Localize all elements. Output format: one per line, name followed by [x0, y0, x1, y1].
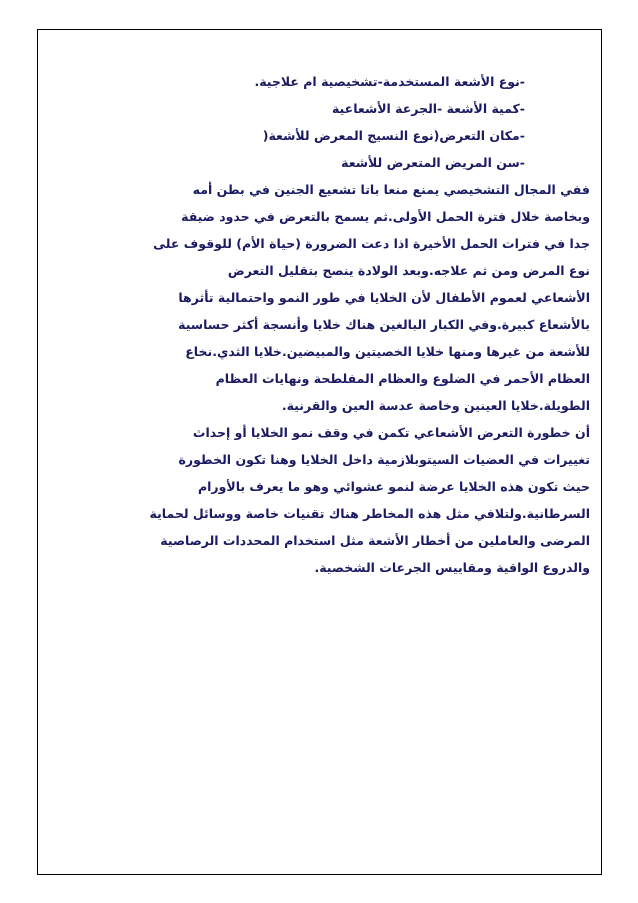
paragraph-line: المرضى والعاملين من أخطار الأشعة مثل استخدام المحددات الرصاصية — [160, 533, 590, 548]
bullet-item: -مكان التعرض(نوع النسيج المعرض للأشعة( — [262, 128, 525, 143]
bullet-item: -سن المريض المتعرض للأشعة — [341, 155, 525, 170]
paragraph-line: الطويلة.خلايا العينين وخاصة عدسة العين والقرنية. — [281, 398, 590, 413]
paragraph-line: بالأشعاع كبيرة.وفي الكبار البالغين هناك خلايا وأنسجة أكثر حساسية — [178, 317, 590, 332]
paragraph-line: ففي المجال التشخيصي يمنع منعا باتا تشعيع الجنين في بطن أمه — [192, 182, 590, 197]
bullet-item: -كمية الأشعة -الجرعة الأشعاعية — [331, 101, 525, 116]
paragraph-line: أن خطورة التعرض الأشعاعي تكمن في وقف نمو الخلايا أو إحداث — [192, 425, 590, 440]
paragraph-line: والدروع الواقية ومقاييس الجرعات الشخصية. — [314, 560, 590, 575]
body-paragraph — [90, 176, 590, 581]
bullet-item: -نوع الأشعة المستخدمة-تشخيصية ام علاجية. — [254, 74, 525, 89]
paragraph-line: السرطانية.ولتلافي مثل هذه المخاطر هناك تقنيات خاصة ووسائل لحماية — [149, 506, 590, 521]
document-body — [90, 68, 590, 581]
paragraph-line: تغييرات في العضيات السيتوبلازمية داخل الخلايا وهنا تكون الخطورة — [178, 452, 590, 467]
bullet-list — [90, 68, 590, 176]
paragraph-line: جدا في فترات الحمل الأخيرة اذا دعت الضرورة (حياة الأم) للوقوف على — [153, 236, 590, 251]
paragraph-line: نوع المرض ومن ثم علاجه.وبعد الولادة ينصح بتقليل التعرض — [227, 263, 590, 278]
paragraph-line: وبخاصة خلال فترة الحمل الأولى.ثم يسمح بالتعرض في حدود ضيقة — [181, 209, 590, 224]
paragraph-line: للأشعة من غيرها ومنها خلايا الخصيتين والمبيضين.خلايا الثدي.نخاع — [185, 344, 590, 359]
paragraph-line: الأشعاعي لعموم الأطفال لأن الخلايا في طور النمو واحتمالية تأثرها — [178, 290, 590, 305]
paragraph-line: العظام الأحمر في الضلوع والعظام المفلطحة ونهايات العظام — [215, 371, 590, 386]
paragraph-line: حيث تكون هذه الخلايا عرضة لنمو عشوائي وهو ما يعرف بالأورام — [197, 479, 590, 494]
